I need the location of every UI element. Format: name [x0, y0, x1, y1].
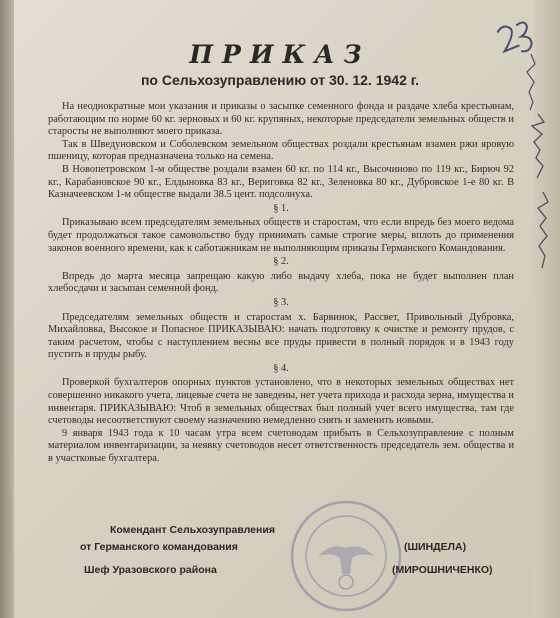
document-title: ПРИКАЗ [189, 40, 371, 69]
signature-name-1: (ШИНДЕЛА) [404, 541, 467, 553]
section-4-heading: § 4. [273, 362, 289, 374]
section-3-heading: § 3. [273, 296, 289, 308]
document-body [48, 101, 514, 466]
intro-paragraph-2: Так в Шведуновском и Соболевском земельном обществах роздали крестьянам взамен ржи яровую пшеницу, которая предназначена только на семена. [48, 138, 514, 163]
section-2-heading: § 2. [273, 256, 289, 268]
intro-paragraph-1: На неоднократные мои указания и приказы о засыпке семенного фонда и раздаче хлеба крестьянам, работающим по норме 60 кг. зерновых и 60 кг. крупяных, некоторые председатели земельных обществ и старосты не выполняют моего приказа. [48, 101, 514, 138]
margin-handwriting-mid [527, 112, 546, 182]
signature-title-line-1: Комендант Сельхозуправления [110, 524, 275, 536]
page-binding-edge [0, 0, 14, 618]
section-1-text: Приказываю всем председателям земельных обществ и старостам, что если впредь без моего ведома будет продолжаться такое самовольство буду принимать самые строгие меры, вплоть до применения законов военного времени, как к саботажникам не выполняющим приказы Германского Командования. [48, 217, 514, 254]
official-stamp [288, 498, 404, 614]
section-4-text: Проверкой бухгалтеров опорных пунктов установлено, что в некоторых земельных обществах нет совершенно никакого учета, лицевые счета не заведены, нет учета прихода и расхода зерна, имущества и инвентаря. ПРИКАЗЫВАЮ: Чтоб в земельных обществах был полный учет всего имущества, там где счетоводы несоответствуют своему назначению немедленно снять и заменить новыми. [48, 377, 514, 427]
signature-name-2: (МИРОШНИЧЕНКО) [392, 564, 493, 576]
closing-paragraph: 9 января 1943 года к 10 часам утра всем счетоводам прибыть в Сельхозуправление с полным материалом инвентаризации, за неявку счетоводов несет ответственность председатель зем. общества и в участковые бухгалтера. [48, 427, 514, 465]
document-subtitle: по Сельхозуправлению от 30. 12. 1942 г. [140, 72, 420, 88]
section-1-heading: § 1. [273, 202, 289, 214]
signature-title-line-2: от Германского командования [80, 541, 238, 553]
margin-handwriting-lower [532, 190, 551, 270]
signature-title-line-3: Шеф Уразовского района [84, 564, 217, 576]
intro-paragraph-3: В Новопетровском 1-м обществе роздали взамен 60 кг. по 114 кг., Высочиново по 119 кг., Бирюч 92 кг., Карабановское 90 кг., Елдыновка 83 кг., Вериговка 82 кг., Зеленовка 80 кг., Дубровское 1-е 80 кг. В Казначеевском 1-м обществе выдали 38.5 цент. подсолнуха. [48, 163, 514, 201]
section-3-text: Председателям земельных обществ и старостам х. Барвинок, Рассвет, Привольный Дубровка, Михайловка, Высокое и Попасное ПРИКАЗЫВАЮ: начать подготовку к очистке и ремонту прудов, с таким расчетом, чтобы с наступлением весны все пруды привести в полный порядок и в 1943 году пустить в пруды рыбу. [48, 311, 514, 361]
section-2-text: Впредь до марта месяца запрещаю какую либо выдачу хлеба, пока не будет выполнен план хлебосдачи и засыпан семенной фонд. [48, 270, 514, 295]
